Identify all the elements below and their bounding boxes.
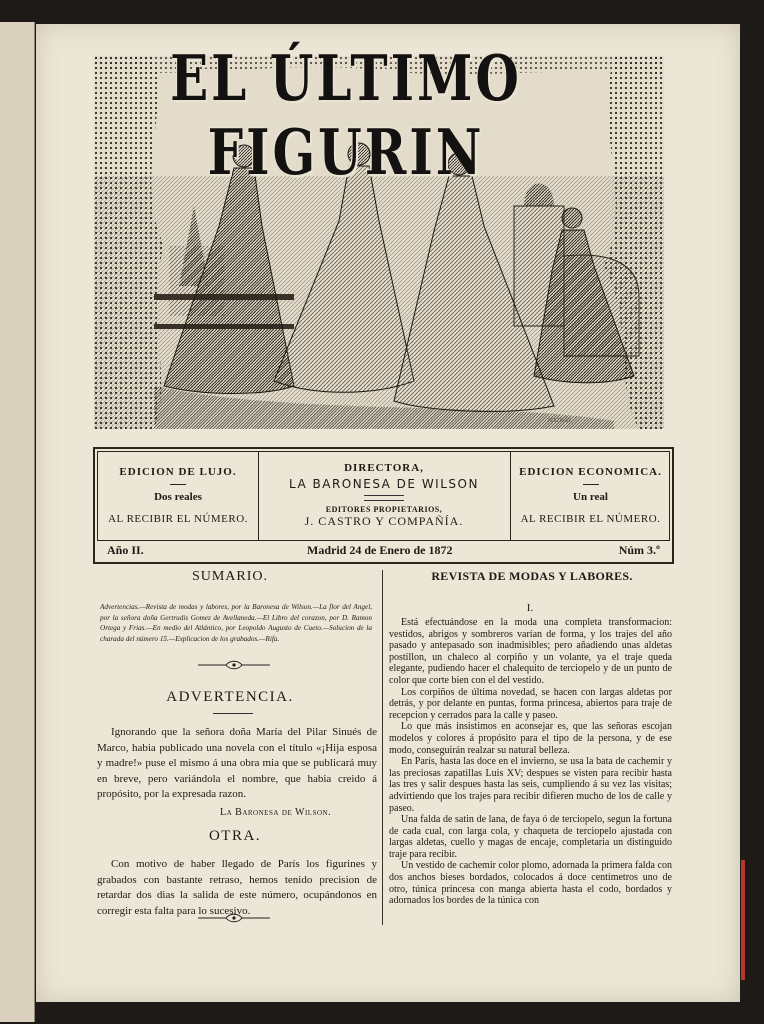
binding-marker [741, 860, 745, 980]
issue-year: Año II. [107, 543, 144, 557]
divider [170, 484, 186, 485]
issue-number: Núm 3.º [618, 543, 660, 557]
director-role: DIRECTORA, [344, 462, 424, 474]
revista-paragraph: Una falda de satin de lana, de faya ó de terciopelo, segun la fortuna de cada cual, con larga cola, y chaqueta de terciopelo ajustada con largas aldetas, cuello y magas de encaje, completaria un distinguido traje para recibir. [389, 814, 672, 860]
luxury-edition-label: EDICION DE LUJO. [119, 466, 237, 478]
economy-edition-note: AL RECIBIR EL NÚMERO. [520, 513, 661, 525]
issue-date: Madrid 24 de Enero de 1872 [307, 543, 453, 557]
revista-section-number: I. [526, 602, 534, 614]
issue-strip [101, 543, 666, 559]
economy-edition-label: EDICION ECONOMICA. [519, 466, 662, 478]
advertencia-text: Ignorando que la señora doña María del Pilar Sinués de Marco, habia publicado una novela con el título «¡Hija esposa y madre!» puse el mismo á una obra mia que se publicará muy en breve, pero variándola el nombre, que habia creido á propósito, por la expresada razon. [97, 726, 377, 800]
facing-page-edge [0, 22, 35, 1022]
divider [583, 484, 599, 485]
revista-paragraph: Lo que más insistimos en aconsejar es, que las señoras escojan modelos y colores á propósito para el tipo de la persona, y de ese modo, conseguirán realzar su natural belleza. [389, 721, 672, 756]
advertencia-heading: ADVERTENCIA. [166, 689, 294, 705]
publishers-name: J. CASTRO Y COMPAÑÍA. [304, 514, 464, 528]
column-divider [382, 570, 383, 925]
otra-text: Con motivo de haber llegado de París los figurines y grabados con bastante retraso, hemos tenido precision de retardar dos dias la salida de este número, ocupándonos en corregir esta falta para lo sucesivo. [97, 858, 377, 917]
revista-paragraph: Está efectuándose en la moda una completa transformacion: vestidos, abrigos y sombreros varían de forma, y los trajes del año pasado y antepasado son inadmisibles; pero añadiendo unas aldetas postillon, un chaleco al corpiño y un volante, ya el traje queda elegante, pudiendo hacer el chalequito de terciopelo y de un punto de color que corte bien con el del vestido. [389, 617, 672, 686]
artist-signature: JESTRÁN [547, 418, 571, 424]
otra-heading: OTRA. [208, 828, 262, 844]
publication-info-box [93, 447, 674, 564]
ornament-divider [198, 660, 270, 670]
publishers-label: EDITORES PROPIETARIOS, [325, 505, 443, 514]
economy-edition-column [510, 452, 671, 540]
luxury-edition-note: AL RECIBIR EL NÚMERO. [108, 513, 248, 525]
sumario-heading: SUMARIO. [191, 569, 269, 584]
economy-edition-price: Un real [573, 491, 608, 503]
revista-heading: REVISTA DE MODAS Y LABORES. [431, 569, 633, 583]
revista-paragraph: Un vestido de cachemir color plomo, adornada la primera falda con dos anchos bieses bordados, colocados á doce centímetros uno de otro, túnica princesa con manga abierta hasta el codo, bordados y adornados los bordes de la túnica con [389, 860, 672, 907]
revista-paragraph: Los corpiños de última novedad, se hacen con largas aldetas por detrás, y por delante en puntas, forma princesa, abiertos para traje de recepcion y cerrados para la calle y paseo. [389, 686, 672, 721]
luxury-edition-column [98, 452, 259, 540]
masthead-title: EL ÚLTIMO FIGURIN [170, 41, 522, 189]
luxury-edition-price: Dos reales [154, 491, 202, 503]
advertencia-signature: La Baronesa de Wilson. [220, 807, 332, 818]
revista-paragraph: En París, hasta las doce en el invierno, se usa la bata de cachemir y las preciosas zapatillas Luis XV; despues se visten para recibir hasta las tres y salir despues hasta las seis, cumpliendo á su vez las visitas; advirtiendo que los trajes para recibir difieren mucho de los de calle y paseo. [389, 756, 672, 814]
heading-rule [213, 713, 253, 714]
director-name: LA BARONESA DE WILSON [289, 477, 479, 491]
sumario-text: Advertencias.—Revista de modas y labores, por la Baronesa de Wilson.—La flor del Angel, por la señora doña Gertrudis Gomez de Avellaneda.—El Libro del corazon, por D. Ramon Ortega y Frias.—En medio del Atlántico, por Leopoldo Augusto de Cueto.—Solucion de la charada del número 15.—Explicacion de los grabados.—Rifa. [100, 603, 372, 643]
ornament-divider [198, 913, 270, 923]
director-column [258, 452, 511, 540]
ornament [364, 495, 404, 501]
revista-text [389, 617, 672, 907]
